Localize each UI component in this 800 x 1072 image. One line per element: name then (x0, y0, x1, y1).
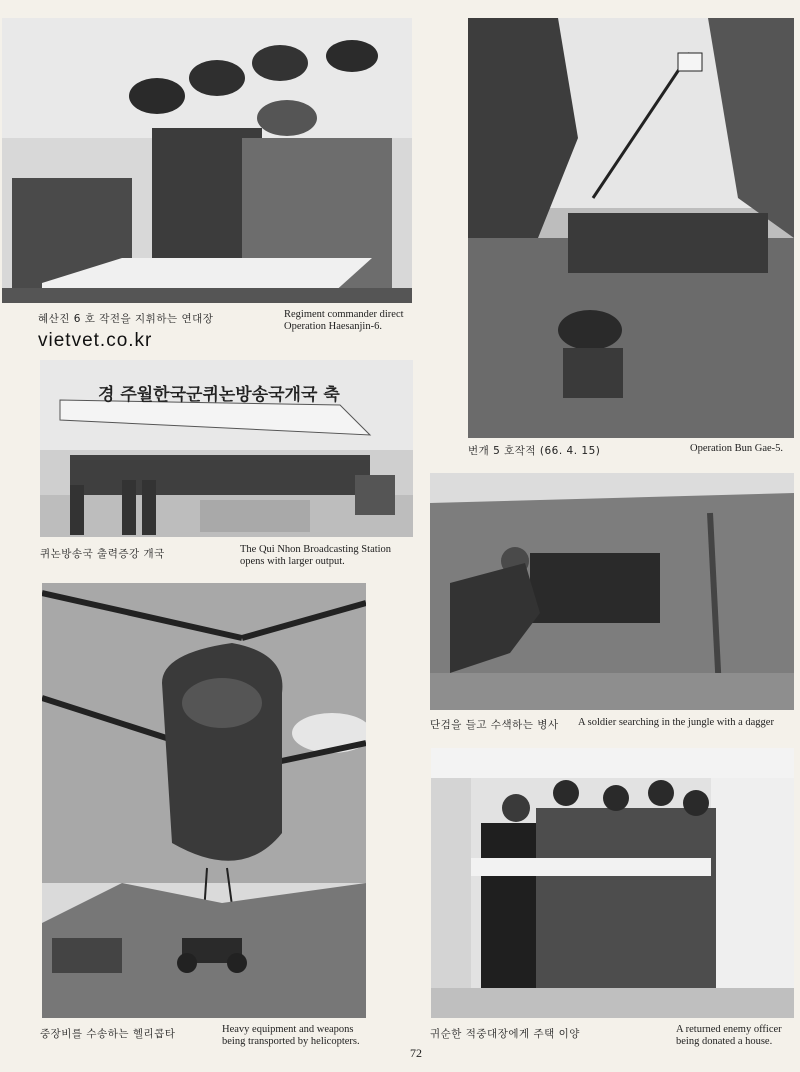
banner-text: 경 주월한국군퀴논방송국개국 축 (98, 385, 340, 405)
caption-en-helicopter-transport: Heavy equipment and weapons being transported by helicopters. (222, 1024, 360, 1047)
caption-ko-helicopter-transport: 중장비를 수송하는 헬리콥타 (40, 1028, 176, 1040)
caption-en-operation-bun-gae: Operation Bun Gae-5. (690, 443, 784, 454)
caption-ko-regiment-commander: 혜산진 6 호 작전을 지휘하는 연대장 (38, 313, 214, 325)
caption-ko-soldier-jungle-dagger: 단검을 들고 수색하는 병사 (430, 719, 559, 731)
photo-operation-bun-gae (468, 18, 794, 438)
page-number: 72 (410, 1046, 422, 1060)
site-watermark: vietvet.co.kr (38, 330, 153, 351)
caption-en-qui-nhon-broadcasting: The Qui Nhon Broadcasting Station opens with larger output. (240, 544, 392, 567)
photo-regiment-commander (2, 18, 412, 303)
caption-ko-returned-enemy-officer: 귀순한 적중대장에게 주택 이양 (430, 1028, 580, 1040)
caption-ko-qui-nhon-broadcasting: 퀴논방송국 출력증강 개국 (40, 548, 165, 560)
caption-ko-operation-bun-gae: 번개 5 호작적 (66. 4. 15) (468, 445, 601, 457)
caption-en-returned-enemy-officer: A returned enemy officer being donated a house. (676, 1024, 782, 1047)
photo-soldier-jungle-dagger (430, 473, 794, 710)
photo-returned-enemy-officer (431, 748, 794, 1018)
caption-en-regiment-commander: Regiment commander direct Operation Haesanjin-6. (284, 309, 404, 332)
photo-helicopter-transport (42, 583, 366, 1018)
caption-en-soldier-jungle-dagger: A soldier searching in the jungle with a dagger (578, 717, 774, 728)
photo-qui-nhon-broadcasting (40, 360, 413, 537)
